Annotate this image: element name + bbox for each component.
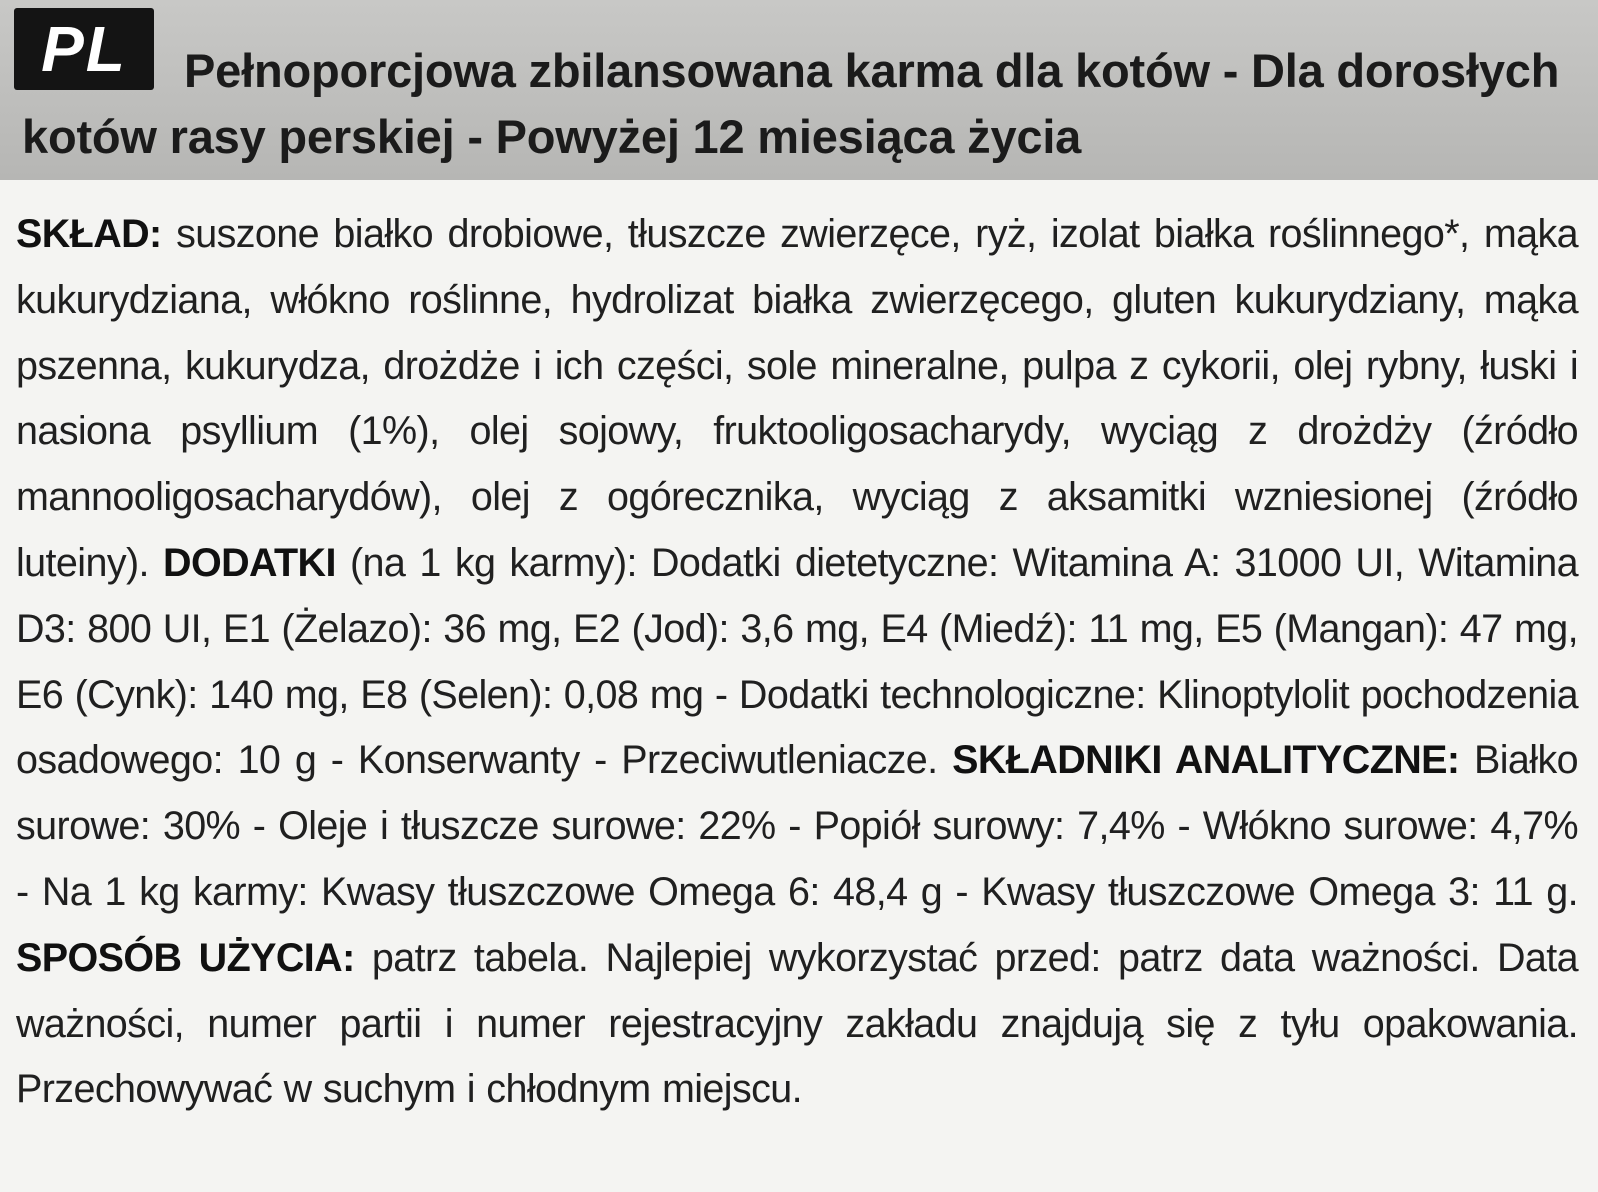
ingredients-paragraph	[16, 180, 1578, 1123]
additives-text: (na 1 kg karmy): Dodatki dietetyczne: Witamina A: 31000 UI, Witamina D3: 800 UI, E1 (Żelazo): 36 mg, E2 (Jod): 3,6 mg, E4 (Miedź): 11 mg, E5 (Mangan): 47 mg, E6 (Cynk): 140 mg, E8 (Selen): 0,08 mg - Dodatki technologiczne: Klinoptylolit pochodzenia osadowego: 10 g - Konserwanty - Przeciwutleniacze.	[16, 540, 1579, 783]
analytical-label: SKŁADNIKI ANALITYCZNE:	[952, 738, 1460, 783]
additives-label: DODATKI	[163, 540, 336, 585]
usage-text: patrz tabela. Najlepiej wykorzystać przed: patrz data ważności. Data ważności, numer partii i numer rejestracyjny zakładu znajdują się z tyłu opakowania. Przechowywać w suchym i chłodnym miejscu.	[16, 935, 1578, 1112]
composition-text: suszone białko drobiowe, tłuszcze zwierzęce, ryż, izolat białka roślinnego*, mąka kukurydziana, włókno roślinne, hydrolizat białka zwierzęcego, gluten kukurydziany, mąka pszenna, kukurydza, drożdże i ich części, sole mineralne, pulpa z cykorii, olej rybny, łuski i nasiona psyllium (1%), olej sojowy, fruktooligosacharydy, wyciąg z drożdży (źródło mannooligosacharydów), olej z ogórecznika, wyciąg z aksamitki wzniesionej (źródło luteiny).	[16, 212, 1579, 585]
language-badge-text: PL	[41, 13, 127, 85]
composition-label: SKŁAD:	[16, 212, 162, 256]
usage-label: SPOSÓB UŻYCIA:	[16, 935, 355, 980]
label-header	[0, 0, 1598, 180]
product-title: Pełnoporcjowa zbilansowana karma dla kotów - Dla dorosłych kotów rasy perskiej - Powyżej 12 miesiąca życia	[22, 44, 1560, 163]
analytical-text: Białko surowe: 30% - Oleje i tłuszcze surowe: 22% - Popiół surowy: 7,4% - Włókno surowe: 4,7% - Na 1 kg karmy: Kwasy tłuszczowe Omega 6: 48,4 g - Kwasy tłuszczowe Omega 3: 11 g.	[16, 738, 1578, 914]
